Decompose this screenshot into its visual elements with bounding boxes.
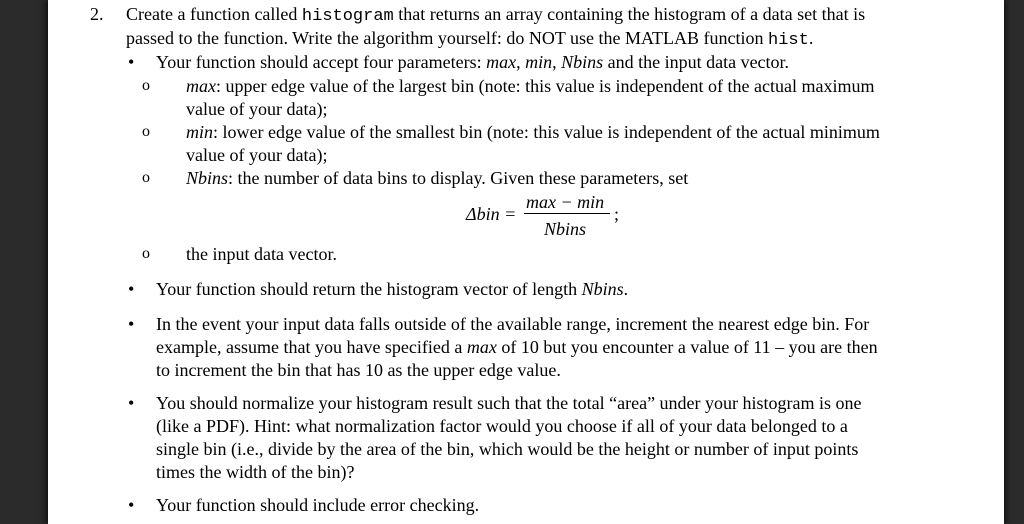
bullet-3-line-2: example, assume that you have specified a max of 10 but you encounter a value of 11 – you are then <box>156 337 878 357</box>
bullet-icon: • <box>128 495 135 515</box>
bullet-3-line-1: In the event your input data falls outside of the available range, increment the nearest edge bin. For <box>156 314 870 334</box>
bullet-4-line-2: (like a PDF). Hint: what normalization factor would you choose if all of your data belonged to a <box>156 416 848 436</box>
sub-max-line-1: max: upper edge value of the largest bin (note: this value is independent of the actual maximum <box>186 76 875 96</box>
bullet-4-line-1: You should normalize your histogram result such that the total “area” under your histogram is one <box>156 393 862 413</box>
formula-denominator: Nbins <box>544 219 587 239</box>
intro-line-1: Create a function called histogram that returns an array containing the histogram of a data set that is <box>126 4 866 26</box>
sub-max-line-2: value of your data); <box>186 99 328 119</box>
document-page <box>48 0 1004 524</box>
problem-number: 2. <box>90 4 104 24</box>
bullet-icon: • <box>128 393 135 413</box>
bullet-4-line-3: single bin (i.e., divide by the area of the bin, which would be the height or number of input points <box>156 439 859 459</box>
sub-min-line-1: min: lower edge value of the smallest bin (note: this value is independent of the actual minimum <box>186 122 880 142</box>
bullet-1-text: Your function should accept four parameters: max, min, Nbins and the input data vector. <box>156 52 790 72</box>
fraction-bar <box>524 213 610 214</box>
circle-bullet-icon: o <box>142 245 150 262</box>
bullet-2-text: Your function should return the histogram vector of length Nbins. <box>156 279 629 299</box>
bullet-icon: • <box>128 279 135 299</box>
formula-semicolon: ; <box>614 204 620 224</box>
intro-line-2: passed to the function. Write the algorithm yourself: do NOT use the MATLAB function hist. <box>126 28 814 50</box>
bullet-icon: • <box>128 52 135 72</box>
circle-bullet-icon: o <box>142 169 150 186</box>
circle-bullet-icon: o <box>142 123 150 140</box>
bullet-5-text: Your function should include error checking. <box>156 495 480 515</box>
sub-min-line-2: value of your data); <box>186 145 328 165</box>
hist-code: hist <box>768 31 809 50</box>
sub-nbins-line-1: Nbins: the number of data bins to display. Given these parameters, set <box>186 168 689 188</box>
sub-input-text: the input data vector. <box>186 244 337 264</box>
bullet-4-line-4: times the width of the bin)? <box>156 462 355 482</box>
formula-lhs: Δbin = <box>466 204 517 224</box>
circle-bullet-icon: o <box>142 77 150 94</box>
bullet-3-line-3: to increment the bin that has 10 as the upper edge value. <box>156 360 561 380</box>
bullet-icon: • <box>128 314 135 334</box>
function-name-code: histogram <box>301 7 394 26</box>
formula-numerator: max − min <box>526 192 605 212</box>
